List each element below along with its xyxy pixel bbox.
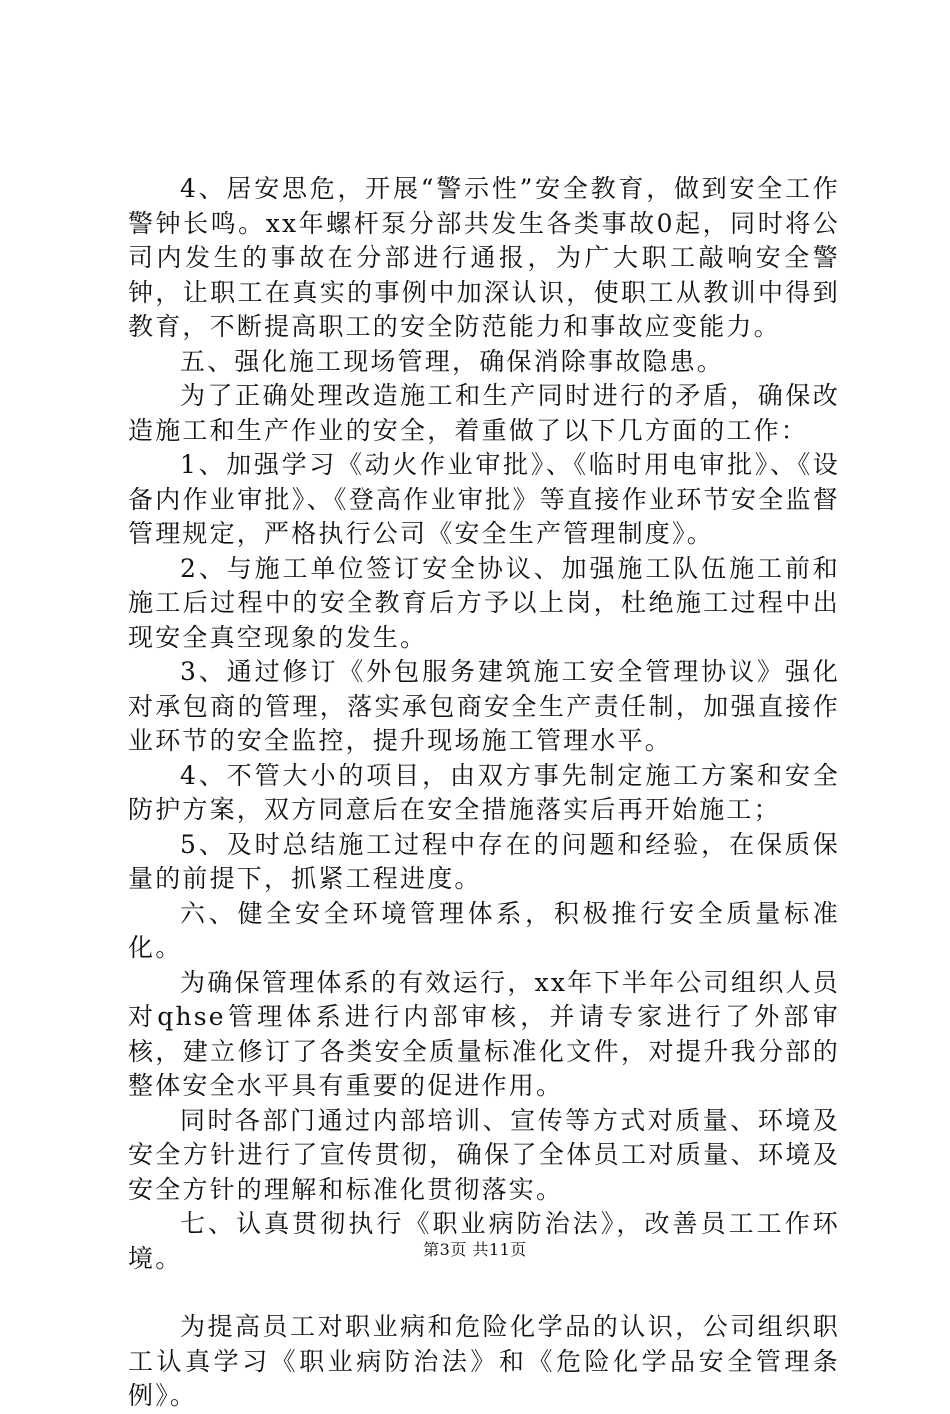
paragraph-item-3: 3、通过修订《外包服务建筑施工安全管理协议》强化对承包商的管理，落实承包商安全生产责任制，加强直接作业环节的安全监控，提升现场施工管理水平。 xyxy=(128,657,840,755)
paragraph-item-2: 2、与施工单位签订安全协议、加强施工队伍施工前和施工后过程中的安全教育后方予以上岗，杜绝施工过程中出现安全真空现象的发生。 xyxy=(128,553,840,652)
paragraph-warning-education: 4、居安思危，开展“警示性”安全教育，做到安全工作警钟长鸣。xx年螺杆泵分部共发生各类事故0起，同时将公司内发生的事故在分部进行通报，为广大职工敲响安全警钟，让职工在真实的事例中加深认识，使职工从教训中得到教育，不断提高职工的安全防范能力和事故应变能力。 xyxy=(128,174,840,341)
heading-section-7: 七、认真贯彻执行《职业病防治法》，改善员工工作环境。 xyxy=(128,1209,840,1273)
heading-section-6: 六、健全安全环境管理体系，积极推行安全质量标准化。 xyxy=(128,898,840,962)
heading-section-5: 五、强化施工现场管理，确保消除事故隐患。 xyxy=(180,346,725,376)
page-footer: 第3页 共11页 xyxy=(423,1240,527,1259)
paragraph-item-5: 5、及时总结施工过程中存在的问题和经验，在保质保量的前提下，抓紧工程进度。 xyxy=(128,829,840,893)
paragraph-construction-intro: 为了正确处理改造施工和生产同时进行的矛盾，确保改造施工和生产作业的安全，着重做了以下几方面的工作： xyxy=(128,381,840,445)
paragraph-occupational-disease: 为提高员工对职业病和危险化学品的认识，公司组织职工认真学习《职业病防治法》和《危险化学品安全管理条例》。 xyxy=(128,1312,840,1410)
paragraph-training: 同时各部门通过内部培训、宣传等方式对质量、环境及安全方针进行了宣传贯彻，确保了全体员工对质量、环境及安全方针的理解和标准化贯彻落实。 xyxy=(128,1105,840,1204)
paragraph-item-4: 4、不管大小的项目，由双方事先制定施工方案和安全防护方案，双方同意后在安全措施落实后再开始施工； xyxy=(128,760,840,824)
paragraph-gap xyxy=(128,1276,840,1310)
paragraph-management-system: 为确保管理体系的有效运行，xx年下半年公司组织人员对qhse管理体系进行内部审核，并请专家进行了外部审核，建立修订了各类安全质量标准化文件，对提升我分部的整体安全水平具有重要的促进作用。 xyxy=(128,967,840,1100)
document-body xyxy=(128,172,840,1414)
paragraph-item-1: 1、加强学习《动火作业审批》、《临时用电审批》、《设备内作业审批》、《登高作业审批》等直接作业环节安全监督管理规定，严格执行公司《安全生产管理制度》。 xyxy=(128,450,840,548)
